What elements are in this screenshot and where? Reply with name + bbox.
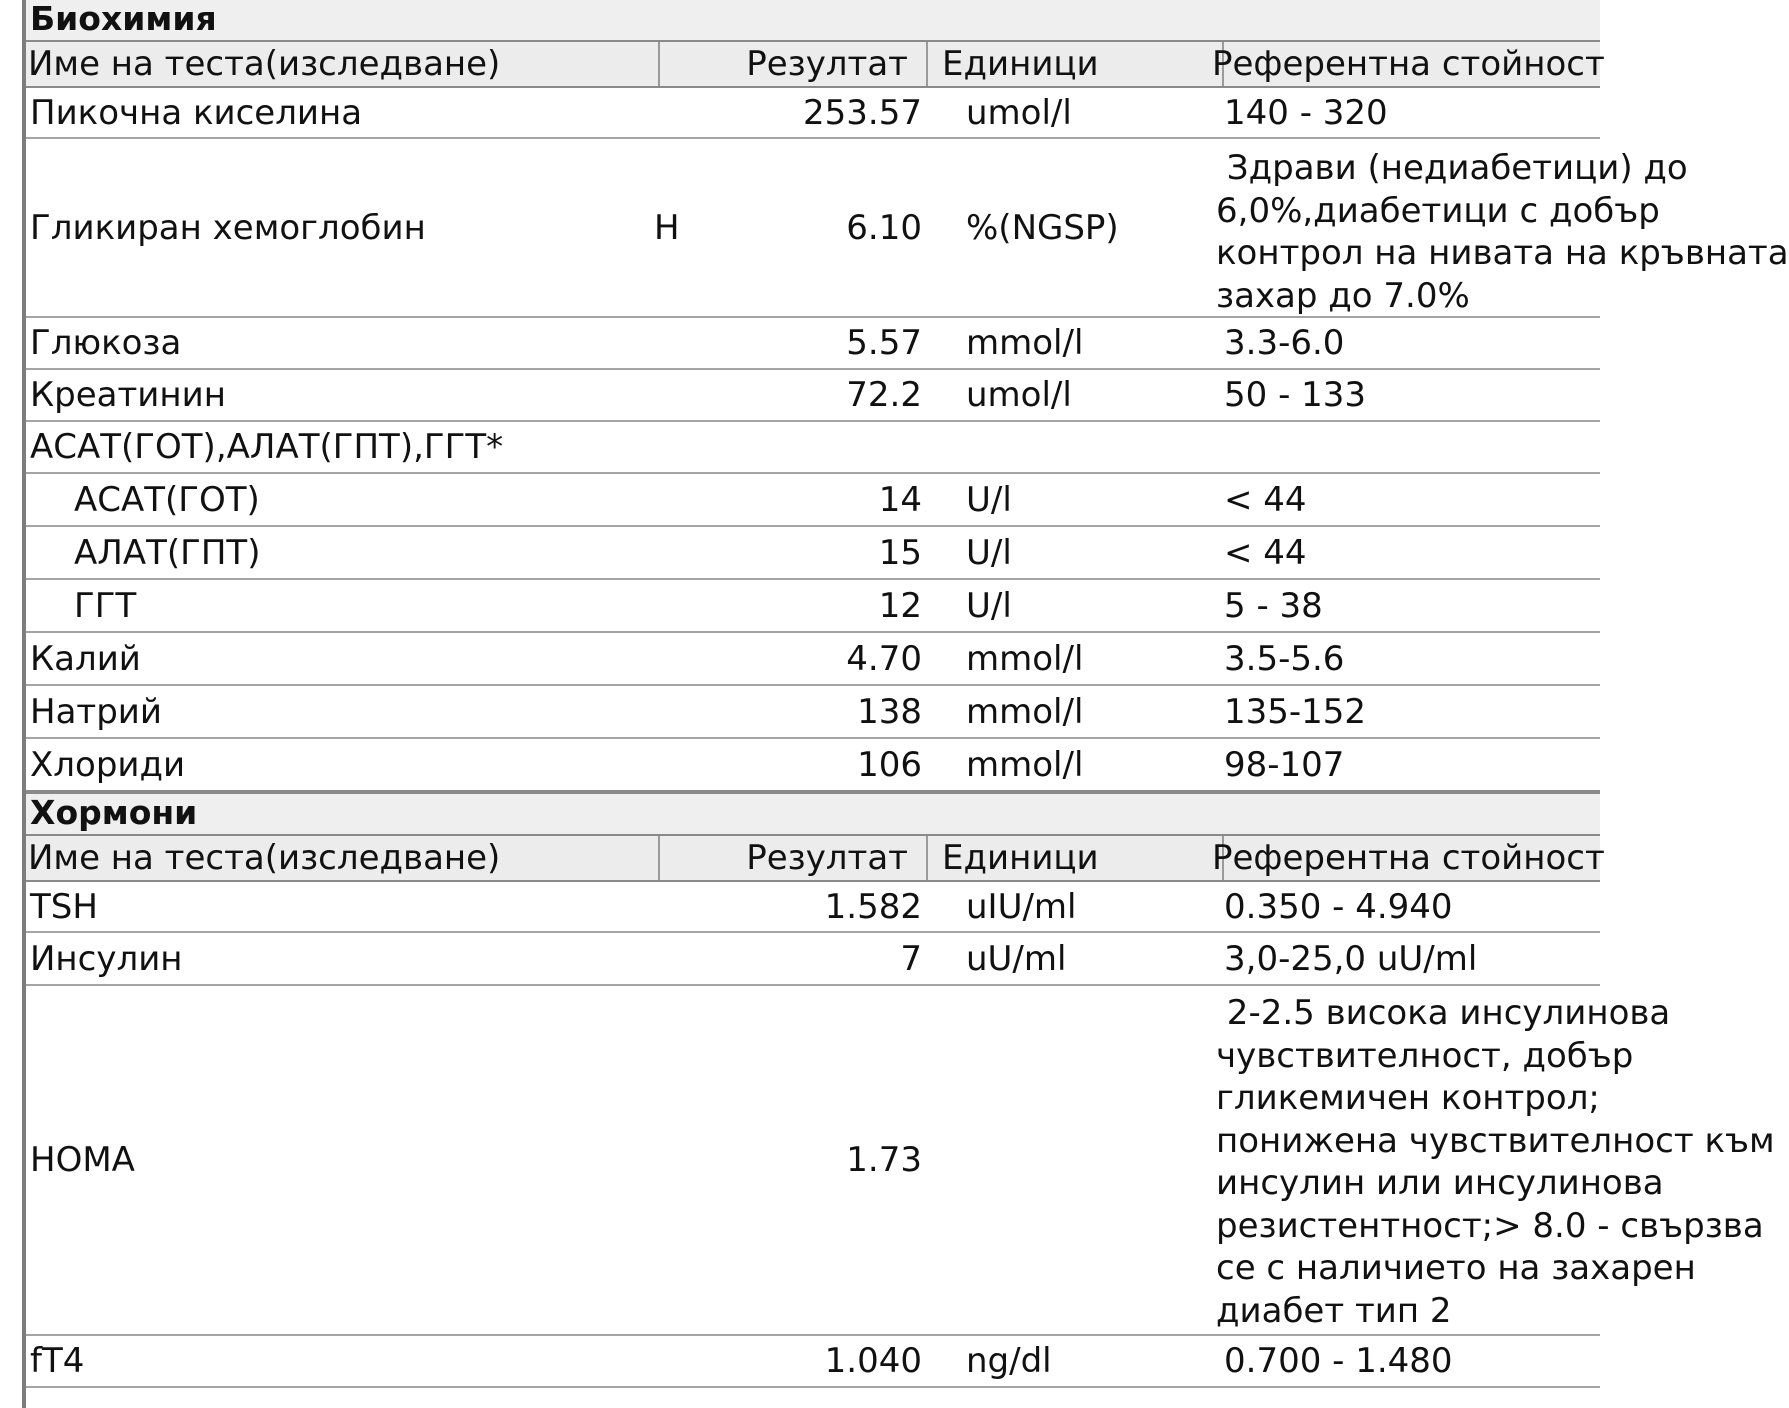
- test-name: ГГТ: [74, 585, 137, 626]
- reference-range: < 44: [1224, 532, 1307, 573]
- header-reference: Референтна стойност: [1212, 44, 1605, 84]
- test-units: U/l: [966, 585, 1012, 626]
- reference-range: 98-107: [1224, 744, 1345, 785]
- table-row: [26, 633, 1600, 686]
- reference-range: 0.350 - 4.940: [1224, 886, 1453, 927]
- reference-range: 5 - 38: [1224, 585, 1323, 626]
- test-name: Натрий: [30, 691, 162, 732]
- header-units: Единици: [928, 836, 1224, 880]
- reference-range: 135-152: [1224, 691, 1367, 732]
- test-name: АСАТ(ГОТ): [74, 479, 260, 520]
- results-sheet: [26, 0, 1789, 1388]
- test-units: umol/l: [966, 92, 1072, 133]
- test-result: 138: [857, 691, 922, 732]
- table-row: [26, 1336, 1600, 1388]
- reference-range: 0.700 - 1.480: [1224, 1341, 1453, 1381]
- table-row: [26, 370, 1600, 422]
- table-row: [26, 318, 1600, 370]
- test-result: 5.57: [846, 323, 922, 363]
- header-result: [658, 836, 928, 880]
- test-name: Глюкоза: [30, 323, 182, 363]
- reference-range: 3.3-6.0: [1224, 323, 1345, 363]
- reference-range: 2-2.5 висока инсулинова чувствителност, добър гликемичен контрол; понижена чувствителност към инсулин или инсулинова резистентност;> 8.0 - свързва се с наличието на захарен диабет тип 2: [1216, 993, 1775, 1331]
- reference-range: [1224, 422, 1600, 472]
- test-units: uU/ml: [966, 938, 1067, 979]
- test-result: 14: [878, 479, 922, 520]
- reference-range: 140 - 320: [1224, 92, 1388, 133]
- test-result: 7: [900, 938, 922, 979]
- test-result: 4.70: [846, 638, 922, 679]
- table-row: [26, 739, 1600, 790]
- table-row: [26, 580, 1600, 633]
- test-result: 1.73: [846, 1140, 922, 1180]
- test-units: U/l: [966, 479, 1012, 520]
- test-result: 6.10: [846, 207, 922, 248]
- section-title-biochemistry: [26, 0, 1600, 42]
- header-result: [658, 42, 928, 86]
- table-header-row: [26, 836, 1605, 882]
- reference-range: < 44: [1224, 479, 1307, 520]
- test-result: 72.2: [846, 375, 922, 415]
- test-name: Пикочна киселина: [30, 92, 363, 133]
- reference-range: 3.5-5.6: [1224, 638, 1345, 679]
- table-row: [26, 686, 1600, 739]
- reference-range: Здрави (недиабетици) до 6,0%,диабетици с добър контрол на нивата на кръвната захар до 7.0%: [1216, 148, 1789, 316]
- table-row: [26, 986, 1775, 1336]
- test-units: mmol/l: [966, 691, 1084, 732]
- header-result-label: Резултат: [746, 838, 908, 878]
- test-result: 1.040: [824, 1341, 922, 1381]
- test-result: 1.582: [824, 886, 922, 927]
- test-name: Хлориди: [30, 744, 186, 785]
- reference-range: 3,0-25,0 uU/ml: [1224, 938, 1478, 979]
- test-result: [666, 422, 922, 472]
- test-units: umol/l: [966, 375, 1072, 415]
- test-units: [966, 986, 1206, 1334]
- test-name: Инсулин: [30, 938, 183, 979]
- test-units: U/l: [966, 532, 1012, 573]
- header-test-name: Име на теста(изследване): [26, 836, 660, 880]
- table-row: [26, 139, 1789, 318]
- test-units: ng/dl: [966, 1341, 1052, 1381]
- test-units: uIU/ml: [966, 886, 1077, 927]
- test-result: 106: [857, 744, 922, 785]
- table-row: [26, 474, 1600, 527]
- test-name: Креатинин: [30, 375, 226, 415]
- header-units: Единици: [928, 42, 1224, 86]
- table-header-row: [26, 42, 1605, 88]
- test-units: %(NGSP): [966, 207, 1119, 248]
- test-name: HOMA: [30, 1140, 135, 1180]
- test-name: АЛАТ(ГПТ): [74, 532, 261, 573]
- table-row: [26, 88, 1600, 139]
- header-result-label: Резултат: [746, 44, 908, 84]
- test-units: mmol/l: [966, 744, 1084, 785]
- test-result: 253.57: [803, 92, 922, 133]
- table-row: [26, 933, 1600, 986]
- section-title-hormones: [26, 794, 1600, 836]
- test-result: 12: [878, 585, 922, 626]
- table-row: [26, 527, 1600, 580]
- test-name: TSH: [30, 886, 98, 927]
- section-title-text: Хормони: [30, 793, 198, 832]
- test-result: 15: [878, 532, 922, 573]
- reference-range: 50 - 133: [1224, 375, 1367, 415]
- test-name: fT4: [30, 1341, 85, 1381]
- header-test-name: Име на теста(изследване): [26, 42, 660, 86]
- test-group-name: АСАТ(ГОТ),АЛАТ(ГПТ),ГГТ*: [30, 427, 504, 467]
- test-name: Гликиран хемоглобин: [30, 207, 426, 248]
- table-row-group-header: [26, 422, 1600, 474]
- test-units: [966, 422, 1206, 472]
- header-reference: Референтна стойност: [1212, 838, 1605, 878]
- abnormal-flag: H: [654, 207, 680, 248]
- section-title-text: Биохимия: [30, 0, 217, 38]
- test-units: mmol/l: [966, 638, 1084, 679]
- test-name: Калий: [30, 638, 141, 679]
- test-units: mmol/l: [966, 323, 1084, 363]
- table-row: [26, 882, 1600, 933]
